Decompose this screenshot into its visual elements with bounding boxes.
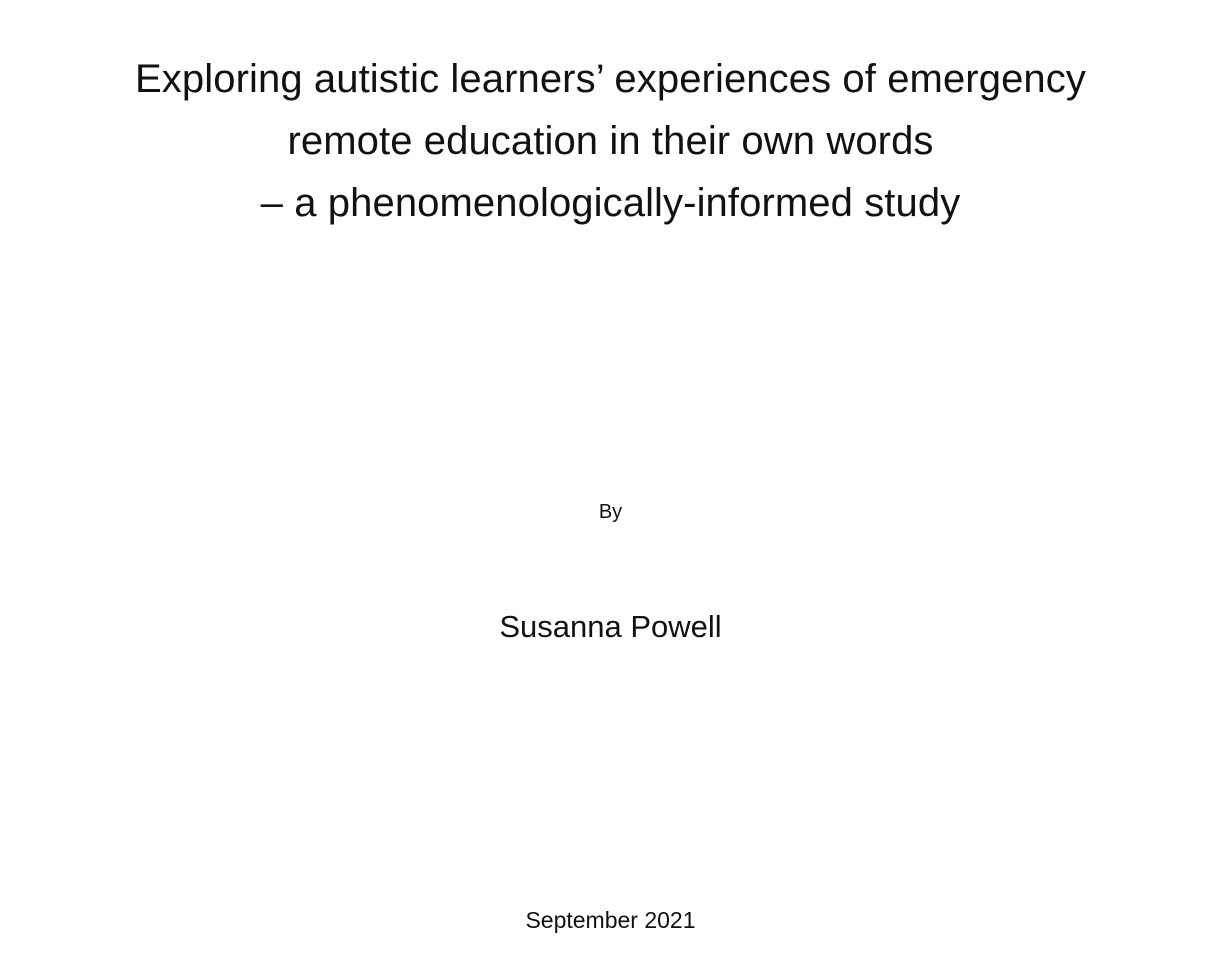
author-name: Susanna Powell	[499, 609, 722, 644]
title-line-1: Exploring autistic learners’ experiences of emergency	[135, 57, 1086, 101]
by-label: By	[598, 501, 623, 523]
title-line-3: – a phenomenologically-informed study	[260, 181, 961, 225]
document-date: September 2021	[525, 907, 696, 933]
title-line-2: remote education in their own words	[287, 119, 934, 163]
document-title	[0, 48, 1221, 234]
